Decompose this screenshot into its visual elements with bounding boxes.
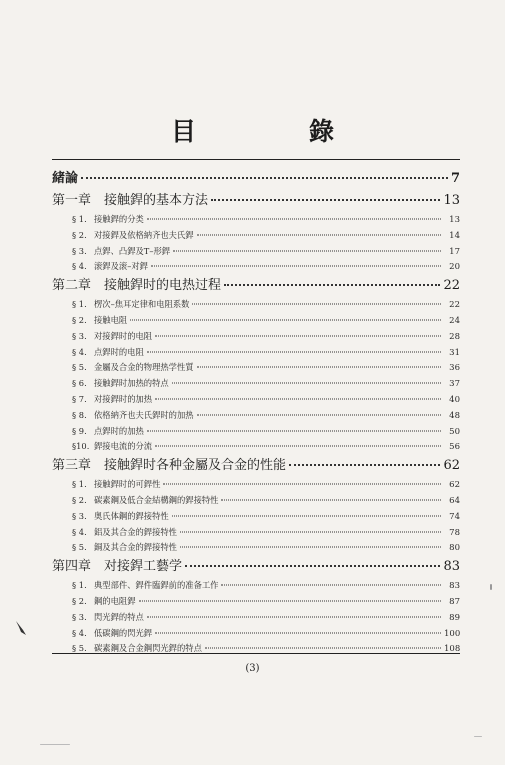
section-label: 鋼的电阻銲 [94, 595, 136, 606]
page-number: 28 [449, 331, 460, 342]
section-title [72, 212, 144, 228]
page-number: 13 [443, 193, 460, 208]
section-label: 点銲、凸銲及T–形銲 [94, 245, 171, 256]
section-label: 金屬及合金的物理热学性質 [94, 362, 194, 373]
section-title [72, 313, 127, 329]
section-entry [52, 259, 460, 275]
dot-leader [151, 266, 441, 267]
page-number-footer: (3) [245, 663, 260, 674]
section-number: § 2. [72, 494, 87, 505]
page-number: 48 [449, 410, 460, 421]
section-title [72, 360, 194, 376]
page-number: 64 [449, 495, 460, 506]
section-entry [52, 376, 460, 392]
dot-leader [155, 335, 441, 336]
section-entry [52, 525, 460, 541]
dot-leader [172, 515, 441, 516]
section-number: § 8. [72, 409, 87, 420]
top-rule [52, 159, 460, 160]
section-label: 接触銲时的可銲性 [94, 479, 161, 490]
section-entry [52, 329, 460, 345]
chapter-entry [52, 168, 460, 190]
page-number: 22 [443, 278, 460, 294]
dot-leader [221, 585, 441, 586]
scan-speck [474, 736, 482, 737]
page-number: 62 [449, 480, 460, 491]
section-entry [52, 540, 460, 556]
page-number: 78 [449, 527, 460, 538]
section-label: 碳素鋼及低合金結構鋼的銲接特性 [94, 494, 219, 505]
chapter-title: 緒論 [52, 171, 79, 186]
section-number: § 4. [72, 627, 87, 638]
chapter-title: 第四章 对接銲工藝学 [52, 559, 183, 575]
section-number: § 2. [72, 229, 87, 240]
section-label: 依格納齐也夫氏銲时的加热 [94, 409, 194, 420]
section-number: §10. [72, 441, 90, 452]
dot-leader [147, 616, 441, 617]
section-entry [52, 345, 460, 361]
section-number: § 7. [72, 393, 87, 404]
chapter-entry [52, 275, 460, 297]
page-number: 83 [449, 581, 460, 592]
chapter-title: 第一章 接触銲的基本方法 [52, 193, 209, 208]
page-number: 37 [449, 379, 460, 390]
page-number: 20 [449, 262, 460, 273]
section-entry [52, 509, 460, 525]
section-number: § 3. [72, 611, 87, 622]
page-number: 17 [449, 246, 460, 257]
chapter-entry [52, 556, 460, 578]
page-number: 80 [449, 543, 460, 554]
section-entry [52, 493, 460, 509]
section-title [72, 376, 169, 392]
dot-leader [155, 632, 441, 633]
dot-leader [185, 565, 440, 567]
page-number: 74 [449, 511, 460, 522]
section-number: § 1. [72, 214, 87, 224]
section-title [72, 626, 152, 642]
dot-leader [81, 177, 448, 179]
section-entry [52, 594, 460, 610]
section-number: § 9. [72, 425, 87, 436]
section-entry [52, 641, 460, 657]
dot-leader [221, 499, 441, 500]
section-label: 銲接电流的分流 [94, 441, 153, 452]
page-number: 36 [449, 363, 460, 374]
dot-leader [205, 648, 441, 649]
section-label: 点銲时的加热 [94, 425, 144, 436]
section-title [72, 578, 218, 594]
table-of-contents [52, 168, 460, 657]
section-number: § 3. [72, 330, 87, 341]
page-number: 7 [450, 171, 460, 186]
dot-leader [197, 234, 441, 235]
section-title [72, 259, 148, 275]
dot-leader [180, 531, 441, 532]
section-entry [52, 578, 460, 594]
dot-leader [197, 367, 441, 368]
section-number: § 2. [72, 314, 87, 325]
chapter-title: 第二章 接触銲时的电热过程 [52, 278, 222, 294]
dot-leader [130, 319, 441, 320]
section-title [72, 540, 177, 556]
dot-leader [172, 383, 441, 384]
section-label: 鋁及其合金的銲接特性 [94, 526, 177, 537]
page-number: 108 [444, 644, 460, 655]
page-number: 83 [443, 559, 460, 575]
chapter-entry [52, 455, 460, 477]
section-number: § 2. [72, 595, 87, 606]
page-number: 87 [449, 596, 460, 607]
section-entry [52, 408, 460, 424]
section-title [72, 439, 152, 455]
scan-speck [40, 744, 70, 745]
page-number: 100 [444, 628, 460, 639]
section-label: 低碳鋼的閃光銲 [94, 627, 153, 638]
dot-leader [197, 414, 441, 415]
section-title [72, 424, 144, 440]
section-label: 接触銲时加热的特点 [94, 378, 169, 389]
section-number: § 4. [72, 346, 87, 357]
dot-leader [147, 351, 441, 352]
section-number: § 3. [72, 245, 87, 256]
chapter-title: 第三章 接触銲时各种金屬及合金的性能 [52, 458, 287, 474]
section-title [72, 297, 189, 313]
section-label: 对接銲及依格納齐也夫氏銲 [94, 229, 194, 240]
section-label: 接触銲的分类 [94, 214, 144, 224]
section-title [72, 594, 136, 610]
section-number: § 4. [72, 261, 87, 272]
section-title [72, 525, 177, 541]
section-entry [52, 392, 460, 408]
page-number: 50 [449, 426, 460, 437]
section-entry [52, 244, 460, 260]
section-title [72, 345, 144, 361]
section-entry [52, 610, 460, 626]
dot-leader [180, 547, 441, 548]
dot-leader [173, 250, 441, 251]
section-title [72, 392, 152, 408]
page-title: 目 錄 [170, 117, 378, 146]
section-number: § 1. [72, 580, 87, 591]
page-number: 31 [449, 347, 460, 358]
section-number: § 5. [72, 643, 87, 654]
section-title [72, 477, 160, 493]
section-entry [52, 626, 460, 642]
section-title [72, 408, 194, 424]
section-number: § 6. [72, 378, 87, 389]
section-entry [52, 424, 460, 440]
section-label: 碳素鋼及合金鋼閃光銲的特点 [94, 643, 202, 654]
section-entry [52, 313, 460, 329]
section-entry [52, 439, 460, 455]
section-title [72, 329, 152, 345]
section-label: 对接銲时的电阻 [94, 330, 153, 341]
section-label: 接触电阻 [94, 314, 128, 325]
section-title [72, 509, 169, 525]
section-label: 楞次–焦耳定律和电阻系数 [94, 299, 190, 310]
dot-leader [139, 600, 442, 601]
section-number: § 4. [72, 526, 87, 537]
section-entry [52, 477, 460, 493]
page-number: 89 [449, 612, 460, 623]
section-entry [52, 360, 460, 376]
chapter-entry [52, 190, 460, 212]
dot-leader [155, 398, 441, 399]
section-title [72, 641, 202, 657]
dot-leader [147, 430, 441, 431]
dot-leader [155, 446, 441, 447]
ink-mark-icon [14, 620, 28, 636]
section-title [72, 493, 218, 509]
section-label: 銅及其合金的銲接特性 [94, 542, 177, 553]
section-entry [52, 228, 460, 244]
section-label: 典型部件、銲件臨銲前的准备工作 [94, 580, 219, 591]
dot-leader [163, 484, 441, 485]
section-number: § 5. [72, 542, 87, 553]
dot-leader [147, 219, 441, 220]
page-number: 62 [443, 458, 460, 474]
bottom-rule [52, 653, 460, 654]
section-number: § 3. [72, 510, 87, 521]
section-title [72, 244, 170, 260]
section-label: 点銲时的电阻 [94, 346, 144, 357]
dot-leader [211, 199, 440, 201]
page-number: 40 [449, 394, 460, 405]
page-number: 24 [449, 315, 460, 326]
scan-speck [490, 584, 492, 590]
section-label: 閃光銲的特点 [94, 611, 144, 622]
page-number: 56 [449, 442, 460, 453]
page-number: 14 [449, 230, 460, 241]
section-label: 对接銲时的加热 [94, 393, 153, 404]
dot-leader [289, 464, 440, 466]
section-title [72, 228, 194, 244]
page-number: 13 [449, 215, 460, 225]
dot-leader [224, 284, 440, 286]
section-number: § 1. [72, 299, 87, 310]
section-number: § 1. [72, 479, 87, 490]
section-entry [52, 212, 460, 228]
section-label: 滚銲及滚–对銲 [94, 261, 148, 272]
page-number: 22 [449, 300, 460, 311]
section-number: § 5. [72, 362, 87, 373]
section-label: 奥氏体鋼的銲接特性 [94, 510, 169, 521]
dot-leader [192, 304, 441, 305]
section-title [72, 610, 144, 626]
section-entry [52, 297, 460, 313]
